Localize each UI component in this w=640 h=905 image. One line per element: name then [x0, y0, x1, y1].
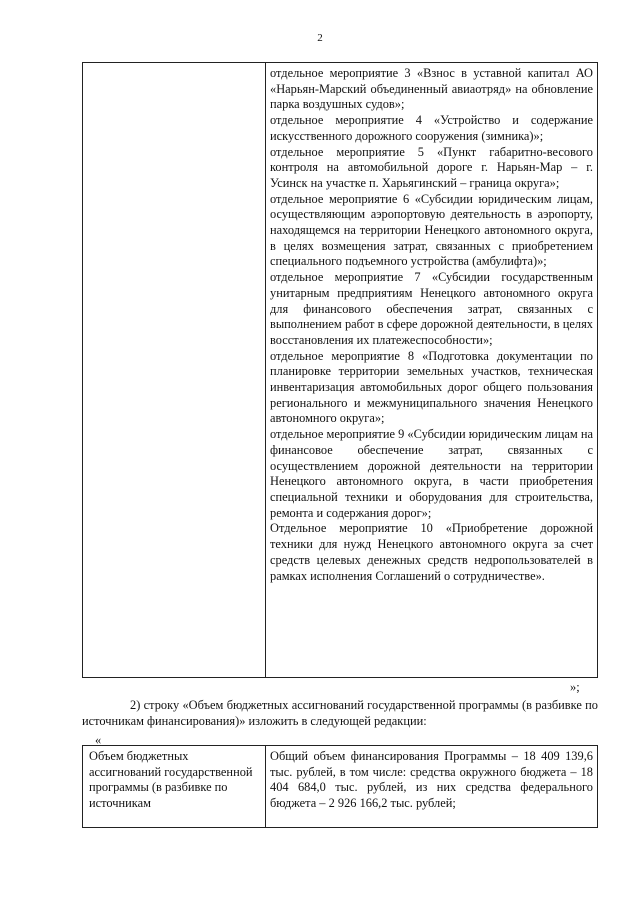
column-divider: [265, 746, 266, 827]
measures-list-cell: [270, 66, 593, 584]
budget-table: [82, 745, 598, 828]
measure-entry-9: отдельное мероприятие 9 «Субсидии юридическим лицам на финансовое обеспечение затрат, связанных с осуществлением дорожной деятельности на территории Ненецкого автономного округа, в части приобретения специальной техники и оборудования для строительства, ремонта и содержания дорог»;: [270, 427, 593, 520]
measure-entry-8: отдельное мероприятие 8 «Подготовка документации по планировке территории земельных участков, техническая инвентаризация автомобильных дорог общего пользования регионального и межмуниципального значения Ненецкого автономного округа»;: [270, 348, 593, 426]
column-divider: [265, 63, 266, 677]
budget-row-value: Общий объем финансирования Программы – 18 409 139,6 тыс. рублей, в том числе: средства окружного бюджета – 18 404 684,0 тыс. рублей, из них средства федерального бюджета – 2 926 166,2 тыс. рублей;: [270, 749, 593, 810]
measure-entry-7: отдельное мероприятие 7 «Субсидии государственным унитарным предприятиям Ненецкого автономного округа для финансового обеспечения затрат, связанных с выполнением работ в сфере дорожной деятельности, в целях восстановления их платежеспособности»;: [270, 270, 593, 347]
closing-quote: »;: [570, 680, 580, 694]
measures-table: [82, 62, 598, 678]
measure-entry-6: отдельное мероприятие 6 «Субсидии юридическим лицам, осуществляющим аэропортовую деятельность в аэропорту, находящемся на территории Ненецкого автономного округа, в целях возмещения затрат, связанных с приобретением специального подъемного устройства (амбулифта)»;: [270, 191, 593, 269]
amendment-paragraph: 2) строку «Объем бюджетных ассигнований государственной программы (в разбивке по источникам финансирования)» изложить в следующей редакции:: [82, 698, 598, 728]
budget-row-label: Объем бюджетных ассигнований государственной программы (в разбивке по источникам: [89, 749, 253, 810]
measure-entry-3: отдельное мероприятие 3 «Взнос в уставной капитал АО «Нарьян-Марский объединенный авиаотряд» на обновление парка воздушных судов»;: [270, 66, 593, 112]
opening-quote: «: [95, 733, 102, 747]
measure-entry-4: отдельное мероприятие 4 «Устройство и содержание искусственного дорожного сооружения (зимника)»;: [270, 113, 593, 143]
measure-entry-5: отдельное мероприятие 5 «Пункт габаритно-весового контроля на автомобильной дороге г. Нарьян-Мар – г. Усинск на участке п. Харьягинский – граница округа»;: [270, 144, 593, 190]
page-number: 2: [317, 32, 323, 44]
measure-entry-10: Отдельное мероприятие 10 «Приобретение дорожной техники для нужд Ненецкого автономного округа за счет средств целевых денежных средств недропользователей в рамках исполнения Соглашений о сотрудничестве».: [270, 521, 593, 583]
